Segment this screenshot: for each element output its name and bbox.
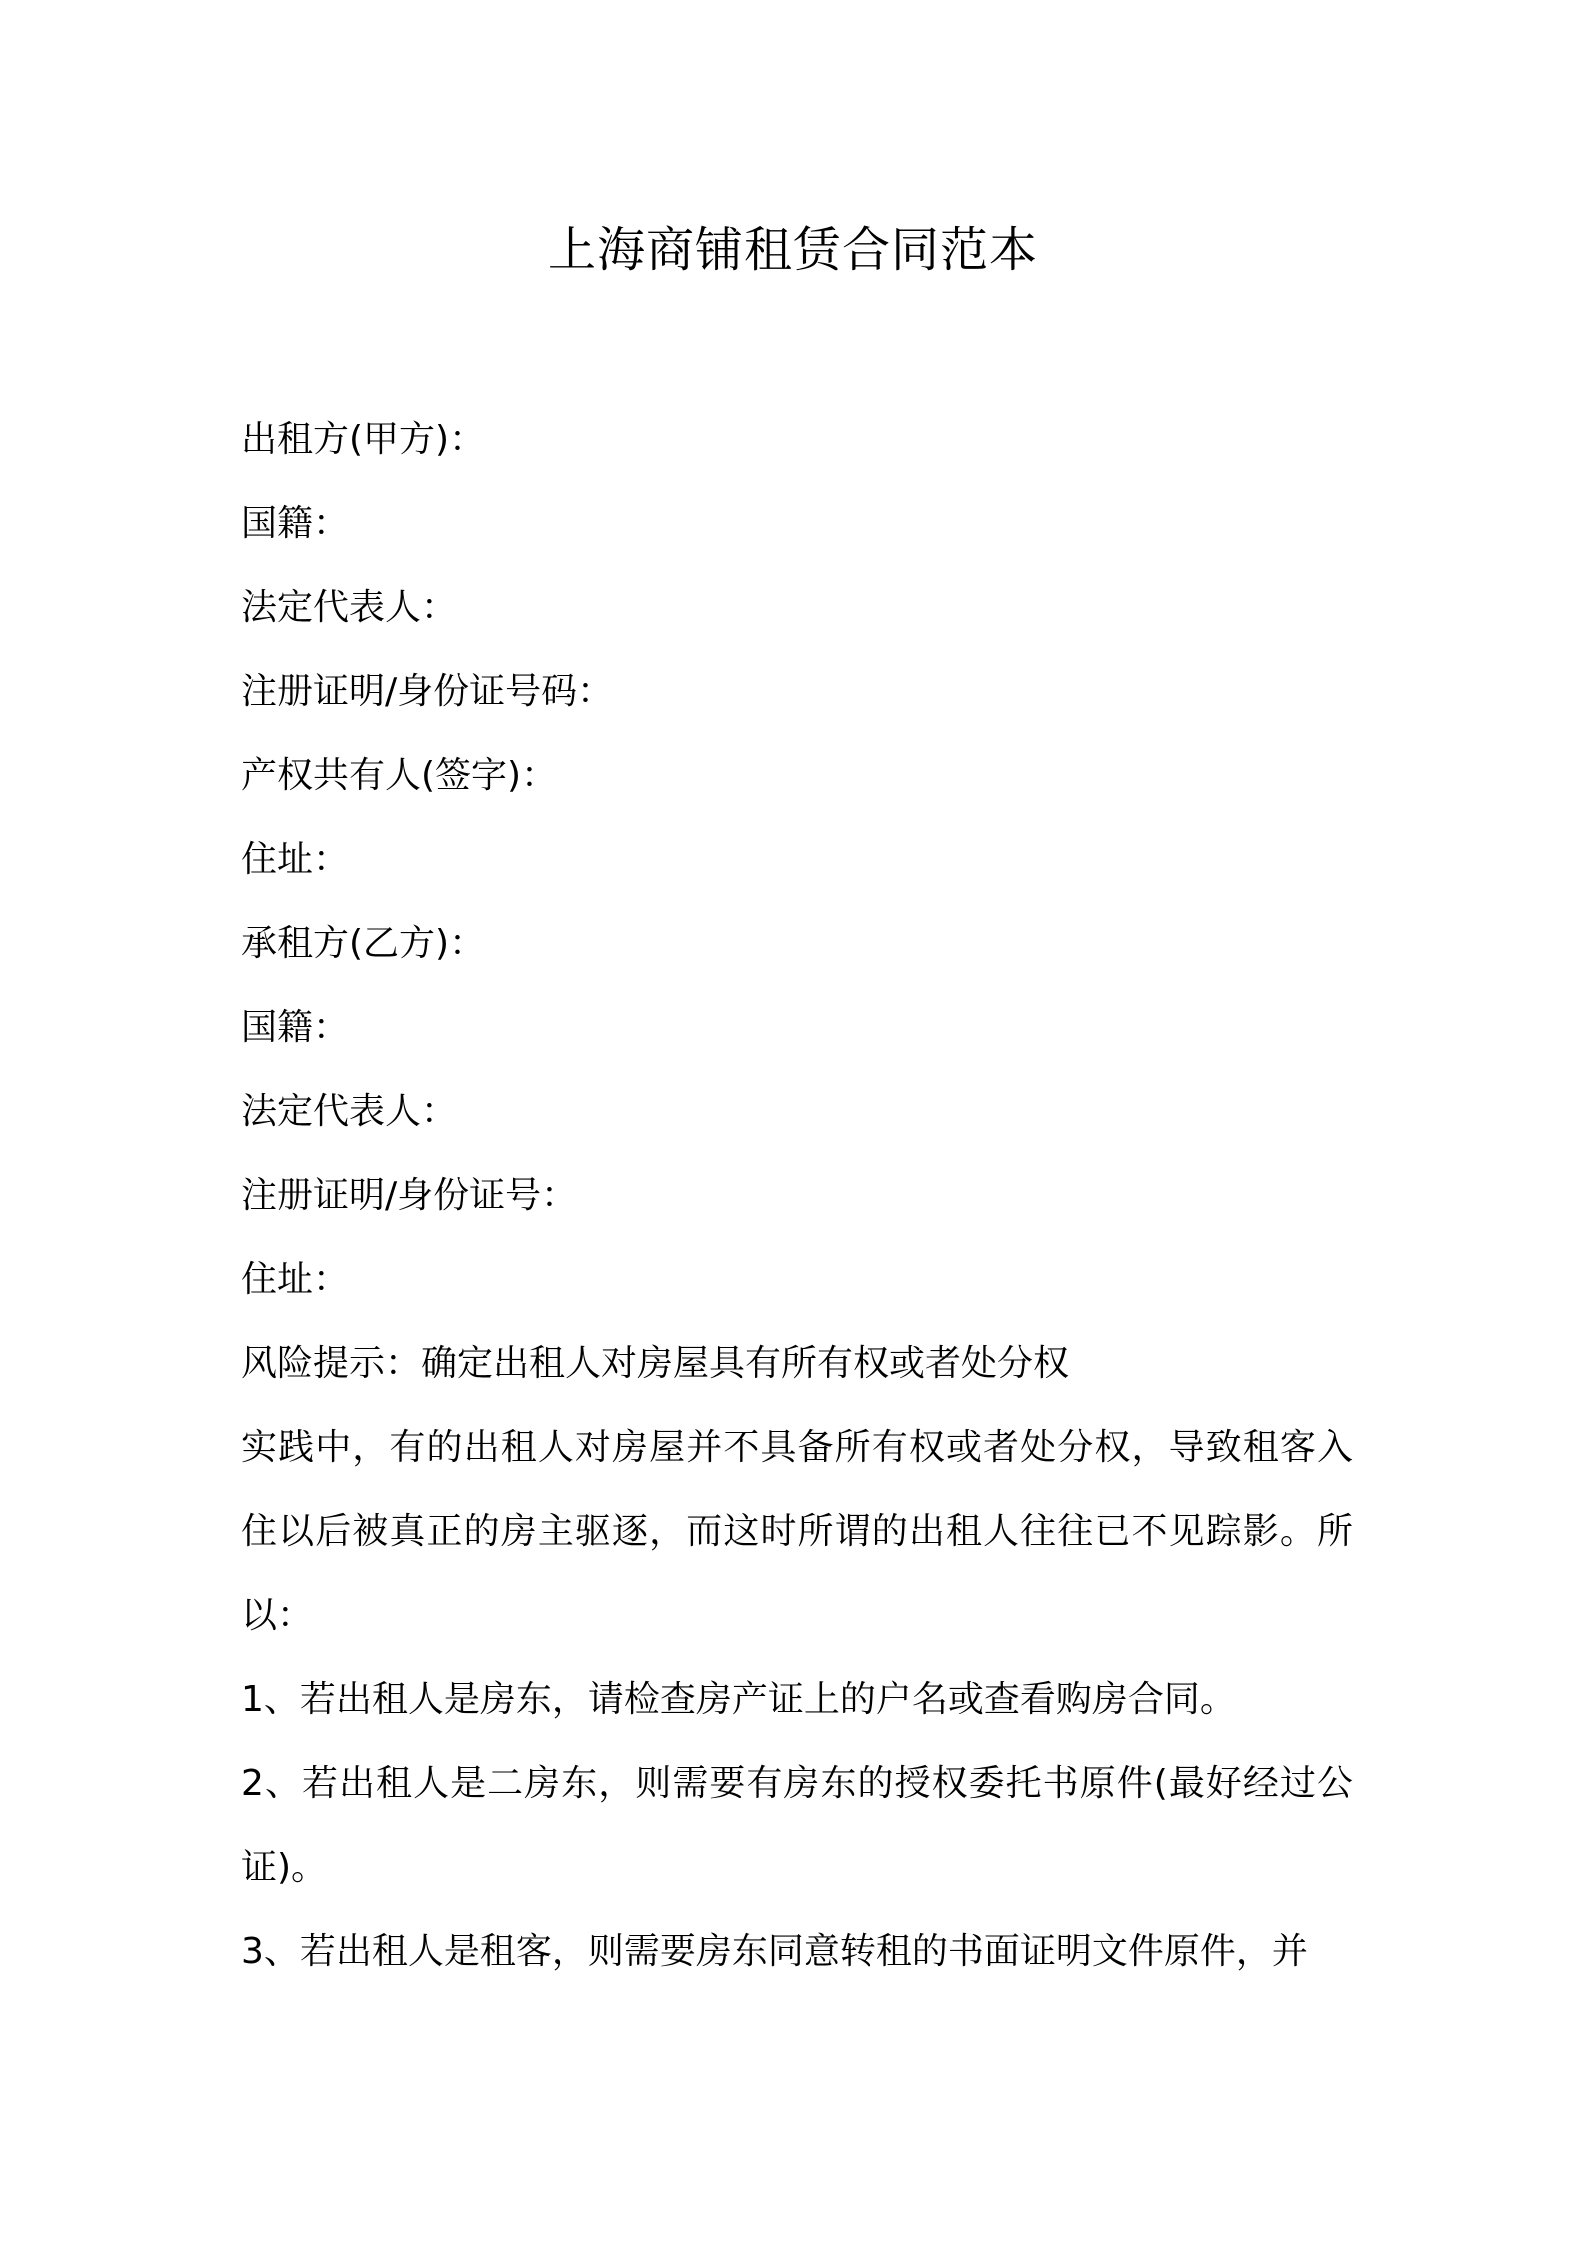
risk-item-2: 2、若出租人是二房东，则需要有房东的授权委托书原件(最好经过公证)。 — [241, 1763, 1353, 1888]
property-co-owner-field: 产权共有人(签字)： — [241, 755, 558, 796]
risk-paragraph: 实践中，有的出租人对房屋并不具备所有权或者处分权，导致租客入住以后被真正的房主驱逐，而这时所谓的出租人往往已不见踪影。所以： — [241, 1427, 1353, 1636]
risk-item-1: 1、若出租人是房东，请检查房产证上的户名或查看购房合同。 — [241, 1679, 1236, 1720]
document-title: 上海商铺租赁合同范本 — [547, 222, 1038, 278]
lessee-address-field: 住址： — [241, 1259, 350, 1300]
lessee-nationality-field: 国籍： — [241, 1007, 350, 1048]
risk-heading: 风险提示：确定出租人对房屋具有所有权或者处分权 — [241, 1343, 1070, 1384]
lessor-field: 出租方(甲方)： — [241, 419, 486, 460]
lessee-legal-representative-field: 法定代表人： — [241, 1091, 458, 1132]
lessor-nationality-field: 国籍： — [241, 503, 350, 544]
lessee-field: 承租方(乙方)： — [241, 923, 486, 964]
lessee-id-number-field: 注册证明/身份证号： — [241, 1175, 578, 1216]
risk-item-3: 3、若出租人是租客，则需要房东同意转租的书面证明文件原件，并 — [241, 1931, 1308, 1972]
lessor-legal-representative-field: 法定代表人： — [241, 587, 458, 628]
lessor-address-field: 住址： — [241, 839, 350, 880]
lessor-id-number-field: 注册证明/身份证号码： — [241, 671, 614, 712]
